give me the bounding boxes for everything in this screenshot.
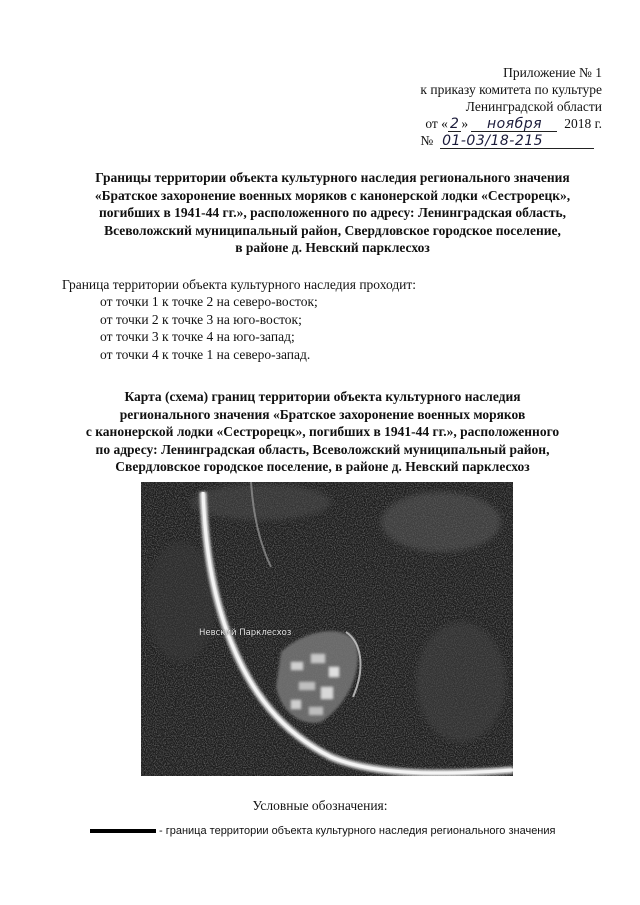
- legend-item-label: - граница территории объекта культурного наследия регионального значения: [159, 825, 556, 837]
- boundary-point-1: от точки 1 к точке 2 на северо-восток;: [100, 294, 318, 309]
- boundary-point-3: от точки 3 к точке 4 на юго-запад;: [100, 329, 295, 344]
- aerial-map-image: [141, 482, 513, 776]
- appendix-number: Приложение № 1: [503, 65, 602, 80]
- boundaries-title: Границы территории объекта культурного наследия регионального значения «Братское захоронение военных моряков с канонерской лодки «Сестрорецк», погибших в 1941-44 гг.», расположенного по адресу: Ленинградская область, Всеволожский муниципальный район, Свердловское городское поселение, в районе д. Невский парклесхоз: [94, 170, 571, 255]
- legend-title: Условные обозначения:: [252, 798, 388, 813]
- appendix-region: Ленинградской области: [465, 99, 602, 114]
- appendix-order-number: № 01-03/18-215: [420, 132, 602, 149]
- boundary-intro: Граница территории объекта культурного наследия проходит:: [62, 277, 417, 292]
- boundary-line-swatch: [90, 829, 156, 833]
- handwritten-month: ноября: [471, 117, 557, 132]
- map-title: Карта (схема) границ территории объекта культурного наследия регионального значения «Братское захоронение военных моряков с канонерской лодки «Сестрорецк», погибших в 1941-44 гг.», расположенного по адресу: Ленинградская область, Всеволожский муниципальный район, Свердловское городское поселение, в районе д. Невский парклесхоз: [85, 389, 560, 474]
- handwritten-order-number: 01-03/18-215: [440, 134, 594, 149]
- boundary-point-4: от точки 4 к точке 1 на северо-запад.: [100, 346, 311, 362]
- appendix-header: [420, 64, 602, 149]
- boundary-point-2: от точки 2 к точке 3 на юго-восток;: [100, 311, 302, 327]
- legend-item-boundary: [90, 825, 610, 837]
- handwritten-day: 2: [449, 116, 460, 132]
- map-place-label: Невский Парклесхоз: [199, 628, 292, 638]
- appendix-date: от « 2 » ноября 2018 г.: [425, 116, 602, 132]
- boundary-points-list: [100, 293, 318, 363]
- aerial-map: [141, 482, 513, 776]
- appendix-order-ref: к приказу комитета по культуре: [420, 82, 602, 97]
